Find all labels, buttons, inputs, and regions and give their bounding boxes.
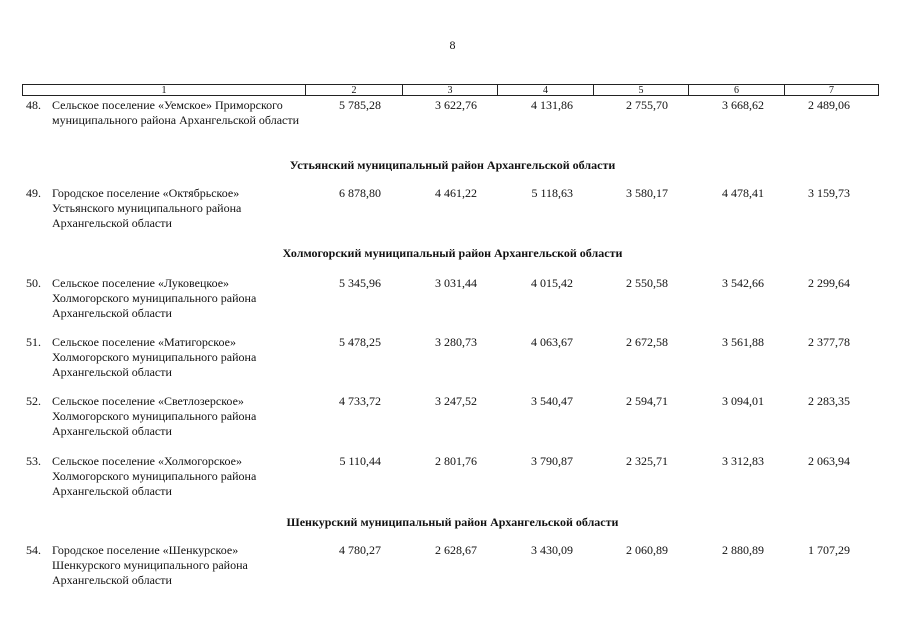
value-col-4: 4 015,42: [531, 276, 573, 290]
value-col-3: 2 801,76: [435, 454, 477, 468]
value-col-4: 4 131,86: [531, 98, 573, 112]
value-col-2: 5 478,25: [339, 335, 381, 349]
value-col-4: 3 540,47: [531, 394, 573, 408]
settlement-name: Сельское поселение «Луковецкое» Холмогорского муниципального района Архангельской области: [52, 276, 257, 320]
value-col-7: 2 377,78: [808, 335, 850, 349]
value-col-7: 2 063,94: [808, 454, 850, 468]
value-col-3: 4 461,22: [435, 186, 477, 200]
value-col-3: 3 031,44: [435, 276, 477, 290]
value-col-5: 2 755,70: [626, 98, 668, 112]
value-col-5: 2 060,89: [626, 543, 668, 557]
value-col-6: 3 561,88: [722, 335, 764, 349]
section-heading: Шенкурский муниципальный район Архангельской области: [286, 515, 619, 529]
row-number: 49.: [26, 186, 41, 200]
value-col-7: 2 489,06: [808, 98, 850, 112]
value-col-7: 3 159,73: [808, 186, 850, 200]
page-number: 8: [449, 38, 456, 52]
value-col-6: 3 668,62: [722, 98, 764, 112]
settlement-name: Городское поселение «Октябрьское» Устьянского муниципального района Архангельской области: [52, 186, 242, 230]
value-col-4: 3 790,87: [531, 454, 573, 468]
value-col-6: 2 880,89: [722, 543, 764, 557]
value-col-7: 2 283,35: [808, 394, 850, 408]
value-col-4: 5 118,63: [531, 186, 573, 200]
header-col-5: 5: [593, 85, 688, 95]
row-number: 51.: [26, 335, 41, 349]
row-number: 50.: [26, 276, 41, 290]
row-number: 52.: [26, 394, 41, 408]
header-col-3: 3: [402, 85, 497, 95]
section-heading: Устьянский муниципальный район Архангельской области: [289, 158, 616, 172]
settlement-name: Сельское поселение «Светлозерское» Холмогорского муниципального района Архангельской области: [52, 394, 257, 438]
settlement-name: Сельское поселение «Холмогорское» Холмогорского муниципального района Архангельской области: [52, 454, 257, 498]
value-col-2: 6 878,80: [339, 186, 381, 200]
value-col-6: 3 312,83: [722, 454, 764, 468]
settlement-name: Сельское поселение «Матигорское» Холмогорского муниципального района Архангельской области: [52, 335, 257, 379]
value-col-5: 2 325,71: [626, 454, 668, 468]
value-col-2: 5 110,44: [339, 454, 381, 468]
row-number: 54.: [26, 543, 41, 557]
value-col-5: 2 550,58: [626, 276, 668, 290]
value-col-2: 5 785,28: [339, 98, 381, 112]
value-col-4: 4 063,67: [531, 335, 573, 349]
value-col-3: 2 628,67: [435, 543, 477, 557]
value-col-7: 1 707,29: [808, 543, 850, 557]
value-col-7: 2 299,64: [808, 276, 850, 290]
header-col-6: 6: [688, 85, 784, 95]
value-col-3: 3 247,52: [435, 394, 477, 408]
value-col-2: 4 733,72: [339, 394, 381, 408]
header-col-2: 2: [305, 85, 402, 95]
settlement-name: Сельское поселение «Уемское» Приморского муниципального района Архангельской области: [52, 98, 300, 127]
value-col-5: 3 580,17: [626, 186, 668, 200]
value-col-6: 3 542,66: [722, 276, 764, 290]
value-col-2: 5 345,96: [339, 276, 381, 290]
row-number: 53.: [26, 454, 41, 468]
value-col-5: 2 672,58: [626, 335, 668, 349]
value-col-2: 4 780,27: [339, 543, 381, 557]
table-header: [22, 84, 879, 96]
value-col-6: 3 094,01: [722, 394, 764, 408]
value-col-5: 2 594,71: [626, 394, 668, 408]
value-col-3: 3 280,73: [435, 335, 477, 349]
settlement-name: Городское поселение «Шенкурское» Шенкурского муниципального района Архангельской области: [52, 543, 248, 587]
header-col-1: 1: [161, 85, 167, 96]
header-col-7: 7: [784, 85, 878, 95]
value-col-4: 3 430,09: [531, 543, 573, 557]
section-heading: Холмогорский муниципальный район Архангельской области: [282, 246, 623, 260]
value-col-6: 4 478,41: [722, 186, 764, 200]
row-number: 48.: [26, 98, 41, 112]
value-col-3: 3 622,76: [435, 98, 477, 112]
header-col-4: 4: [497, 85, 593, 95]
